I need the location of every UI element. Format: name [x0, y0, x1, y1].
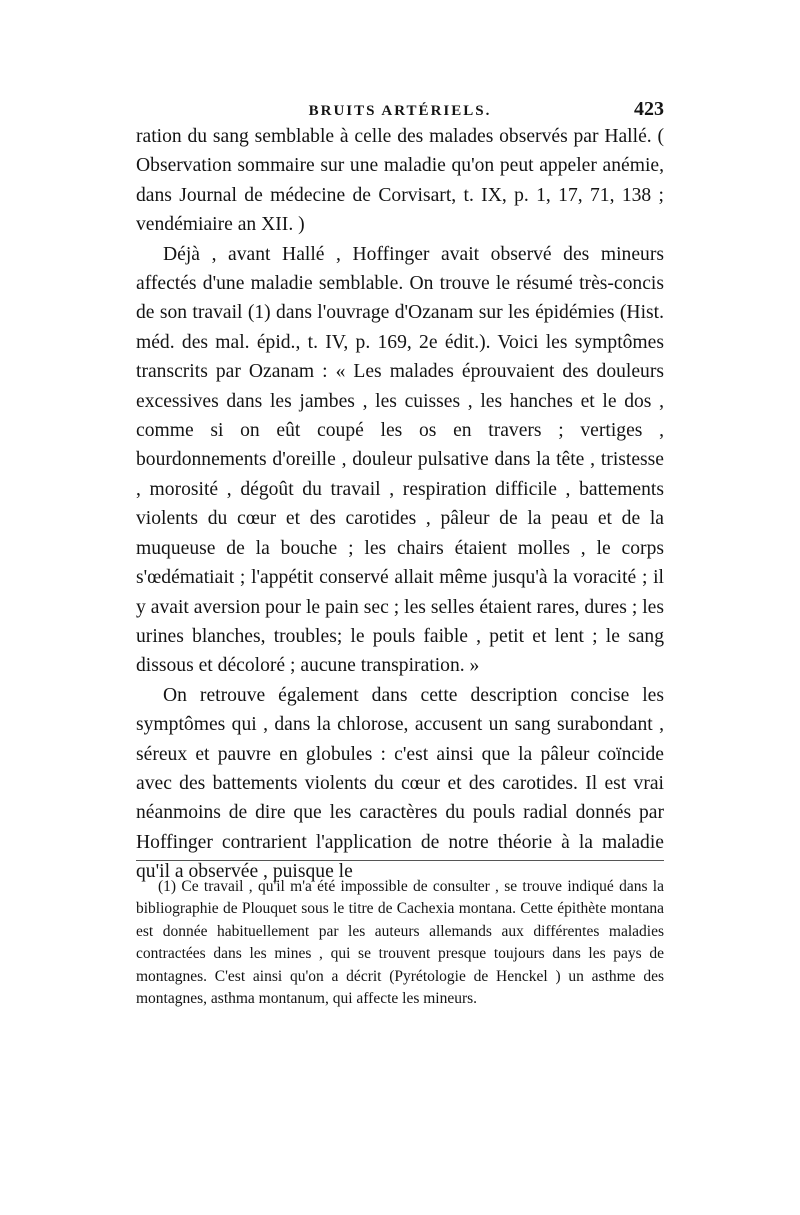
- main-text: [136, 122, 664, 887]
- paragraph-hoffinger: Déjà , avant Hallé , Hoffinger avait observé des mineurs affectés d'une maladie semblable. On trouve le résumé très-concis de son travail (1) dans l'ouvrage d'Ozanam sur les épidémies (Hist. méd. des mal. épid., t. IV, p. 169, 2e édit.). Voici les symptômes transcrits par Ozanam : « Les malades éprouvaient des douleurs excessives dans les jambes , les cuisses , les hanches et le dos , comme si on eût coupé les os en travers ; vertiges , bourdonnements d'oreille , douleur pulsative dans la tête , tristesse , morosité , dégoût du travail , respiration difficile , battements violents du cœur et des carotides , pâleur de la peau et de la muqueuse de la bouche ; les chairs étaient molles , le corps s'œdématiait ; l'appétit conservé allait même jusqu'à la voracité ; il y avait aversion pour le pain sec ; les selles étaient rares, dures ; les urines blanches, troubles; le pouls faible , petit et lent ; le sang dissous et décoloré ; aucune transpiration. »: [136, 243, 664, 677]
- running-title: BRUITS ARTÉRIELS.: [308, 103, 492, 119]
- footnote: [136, 876, 664, 1010]
- paragraph-continuation: ration du sang semblable à celle des malades observés par Hallé. ( Observation sommaire sur une maladie qu'on peut appeler anémie, dans Journal de médecine de Corvisart, t. IX, p. 1, 17, 71, 138 ; vendémiaire an XII. ): [136, 126, 664, 236]
- paragraph-chlorose: On retrouve également dans cette description concise les symptômes qui , dans la chlorose, accusent un sang surabondant , séreux et pauvre en globules : c'est ainsi que la pâleur coïncide avec des battements violents du cœur et des carotides. Il est vrai néanmoins de dire que les caractères du pouls radial donnés par Hoffinger contrarient l'application de notre théorie à la maladie qu'il a observée , puisque le: [136, 684, 664, 883]
- page-header: [136, 98, 664, 121]
- footnote-divider: [136, 860, 664, 861]
- page-number: 423: [634, 98, 664, 120]
- footnote-text: (1) Ce travail , qu'il m'a été impossible de consulter , se trouve indiqué dans la bibliographie de Plouquet sous le titre de Cachexia montana. Cette épithète montana est donnée habituellement par les auteurs allemands aux différentes maladies contractées dans les mines , qui se trouvent presque toujours dans les pays de montagnes. C'est ainsi qu'on a décrit (Pyrétologie de Henckel ) un asthme des montagnes, asthma montanum, qui affecte les mineurs.: [136, 878, 664, 1008]
